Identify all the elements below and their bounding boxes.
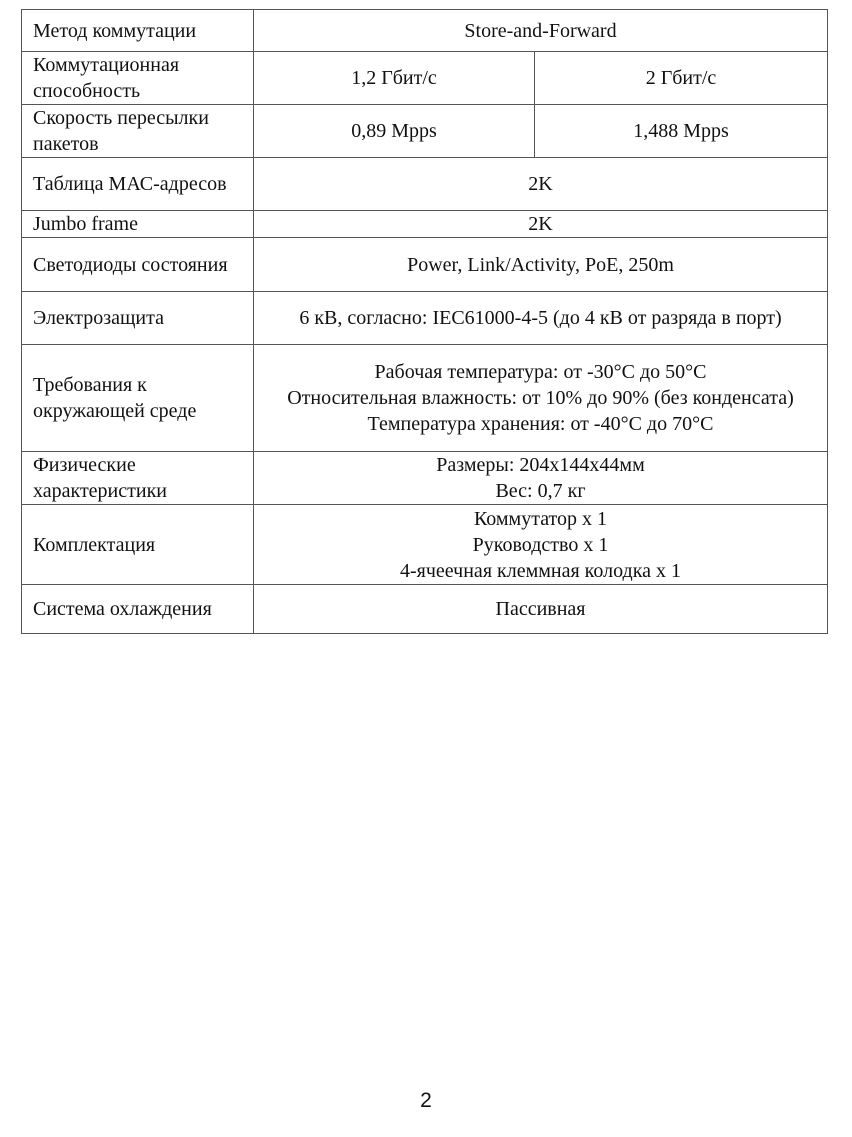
relative-humidity: Относительная влажность: от 10% до 90% (без конденсата) <box>287 387 794 409</box>
table-row-jumbo-frame <box>22 211 828 238</box>
table-row-mac-table <box>22 158 828 211</box>
row-label: Таблица МАС-адресов <box>22 158 254 211</box>
operating-temperature: Рабочая температура: от -30°C до 50°C <box>374 361 707 383</box>
contents-item: Коммутатор х 1 <box>473 507 608 530</box>
row-value-model-1: 1,2 Гбит/с <box>254 52 535 105</box>
row-label: Светодиоды состояния <box>22 238 254 292</box>
table-row-switching-method <box>22 10 828 52</box>
contents-item: 4-ячеечная клеммная колодка х 1 <box>400 559 681 582</box>
row-value-model-2: 1,488 Mpps <box>535 105 828 158</box>
table-row-surge-protection <box>22 292 828 345</box>
table-row-physical <box>22 452 828 505</box>
specifications-table <box>21 9 828 634</box>
row-label: Jumbo frame <box>22 211 254 238</box>
row-value-model-1: 0,89 Mpps <box>254 105 535 158</box>
table-row-forwarding-rate <box>22 105 828 158</box>
row-label: Метод коммутации <box>22 10 254 52</box>
row-value: Пассивная <box>254 585 828 634</box>
row-label: Коммутационная способность <box>22 52 254 105</box>
storage-temperature: Температура хранения: от -40°C до 70°C <box>367 413 714 435</box>
row-value-model-2: 2 Гбит/с <box>535 52 828 105</box>
row-value <box>254 505 828 585</box>
table-row-package-contents <box>22 505 828 585</box>
row-label: Система охлаждения <box>22 585 254 634</box>
contents-item: Руководство х 1 <box>472 533 609 556</box>
row-label: Комплектация <box>22 505 254 585</box>
row-value: 2K <box>254 211 828 238</box>
table-row-status-leds <box>22 238 828 292</box>
dimensions: Размеры: 204x144x44мм <box>436 454 645 476</box>
page-number: 2 <box>420 1089 432 1112</box>
row-value: Store-and-Forward <box>254 10 828 52</box>
row-value: Power, Link/Activity, PoE, 250m <box>254 238 828 292</box>
row-label: Требования к окружающей среде <box>22 345 254 452</box>
table-row-switching-capacity <box>22 52 828 105</box>
table-row-cooling <box>22 585 828 634</box>
weight: Вес: 0,7 кг <box>495 480 586 502</box>
row-label: Физические характеристики <box>22 452 254 505</box>
row-value <box>254 345 828 452</box>
row-label: Скорость пересылки пакетов <box>22 105 254 158</box>
row-label: Электрозащита <box>22 292 254 345</box>
table-row-environment <box>22 345 828 452</box>
row-value: 6 кВ, согласно: IEC61000-4-5 (до 4 кВ от разряда в порт) <box>254 292 828 345</box>
row-value: 2K <box>254 158 828 211</box>
row-value <box>254 452 828 505</box>
